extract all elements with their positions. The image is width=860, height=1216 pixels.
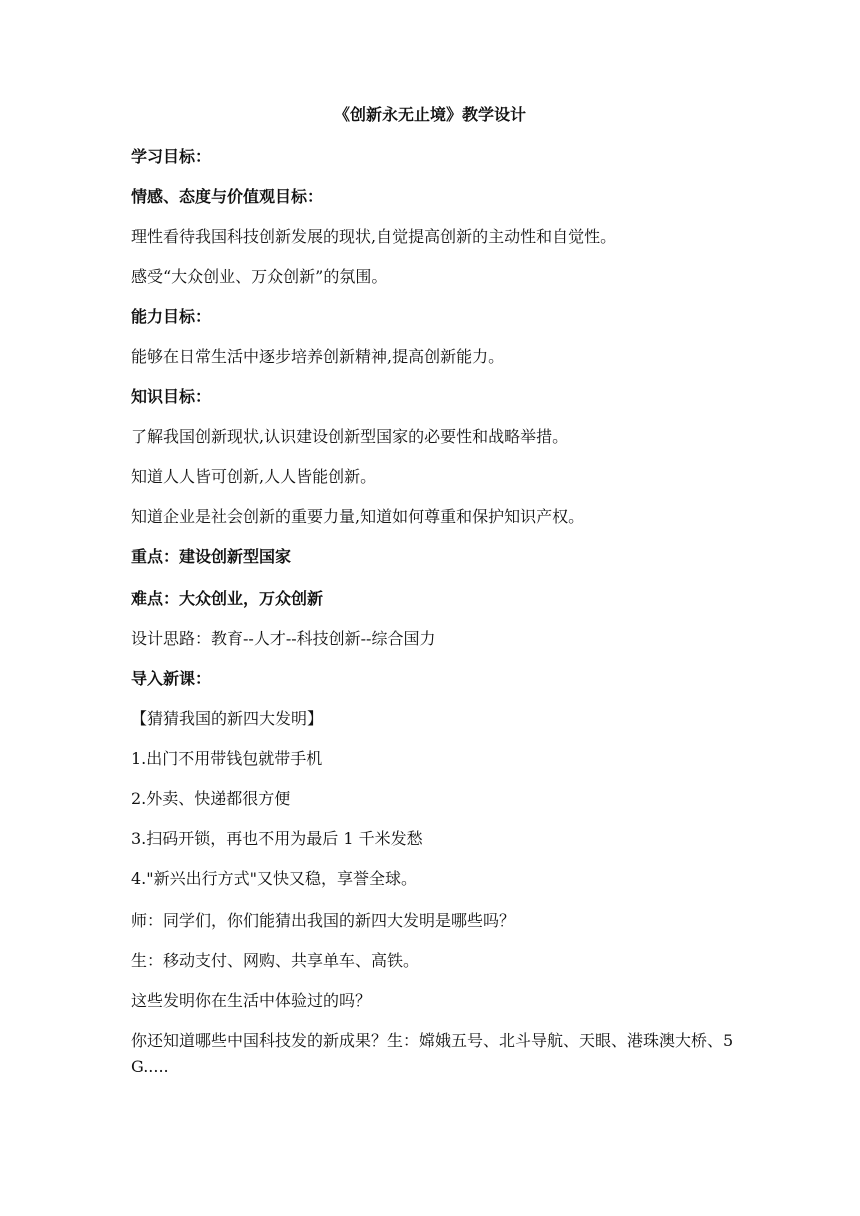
- teacher-question: 师：同学们，你们能猜出我国的新四大发明是哪些吗？: [131, 911, 516, 930]
- learning-objectives-heading: 学习目标：: [131, 147, 212, 166]
- design-idea: 设计思路：教育--人才--科技创新--综合国力: [131, 629, 436, 648]
- emotion-attitude-values-heading: 情感、态度与价值观目标：: [131, 187, 324, 206]
- paragraph: 感受“大众创业、万众创新”的氛围。: [131, 267, 388, 286]
- paragraph: 知道企业是社会创新的重要力量,知道如何尊重和保护知识产权。: [131, 507, 585, 526]
- list-item: 3.扫码开锁，再也不用为最后 1 千米发愁: [131, 829, 423, 848]
- paragraph: 知道人人皆可创新,人人皆能创新。: [131, 467, 377, 486]
- list-item: 2.外卖、快递都很方便: [131, 789, 291, 808]
- difficult-point-heading: 难点：大众创业，万众创新: [131, 589, 324, 608]
- knowledge-objectives-heading: 知识目标：: [131, 387, 212, 406]
- paragraph: 你还知道哪些中国科技发的新成果？生：嫦娥五号、北斗导航、天眼、港珠澳大桥、5G.....: [131, 1031, 734, 1076]
- list-item: 4."新兴出行方式"又快又稳，享誉全球。: [131, 869, 417, 888]
- key-point-heading: 重点：建设创新型国家: [131, 547, 292, 566]
- paragraph: 能够在日常生活中逐步培养创新精神,提高创新能力。: [131, 347, 505, 366]
- paragraph: 理性看待我国科技创新发展的现状,自觉提高创新的主动性和自觉性。: [131, 227, 617, 246]
- paragraph: 这些发明你在生活中体验过的吗？: [131, 991, 372, 1010]
- paragraph: 了解我国创新现状,认识建设创新型国家的必要性和战略举措。: [131, 427, 569, 446]
- activity-title: 【猜猜我国的新四大发明】: [131, 709, 324, 728]
- lesson-intro-heading: 导入新课：: [131, 669, 212, 688]
- ability-objectives-heading: 能力目标：: [131, 307, 212, 326]
- student-answer: 生：移动支付、网购、共享单车、高铁。: [131, 951, 420, 970]
- list-item: 1.出门不用带钱包就带手机: [131, 749, 323, 768]
- document-title: 《创新永无止境》教学设计: [333, 105, 526, 124]
